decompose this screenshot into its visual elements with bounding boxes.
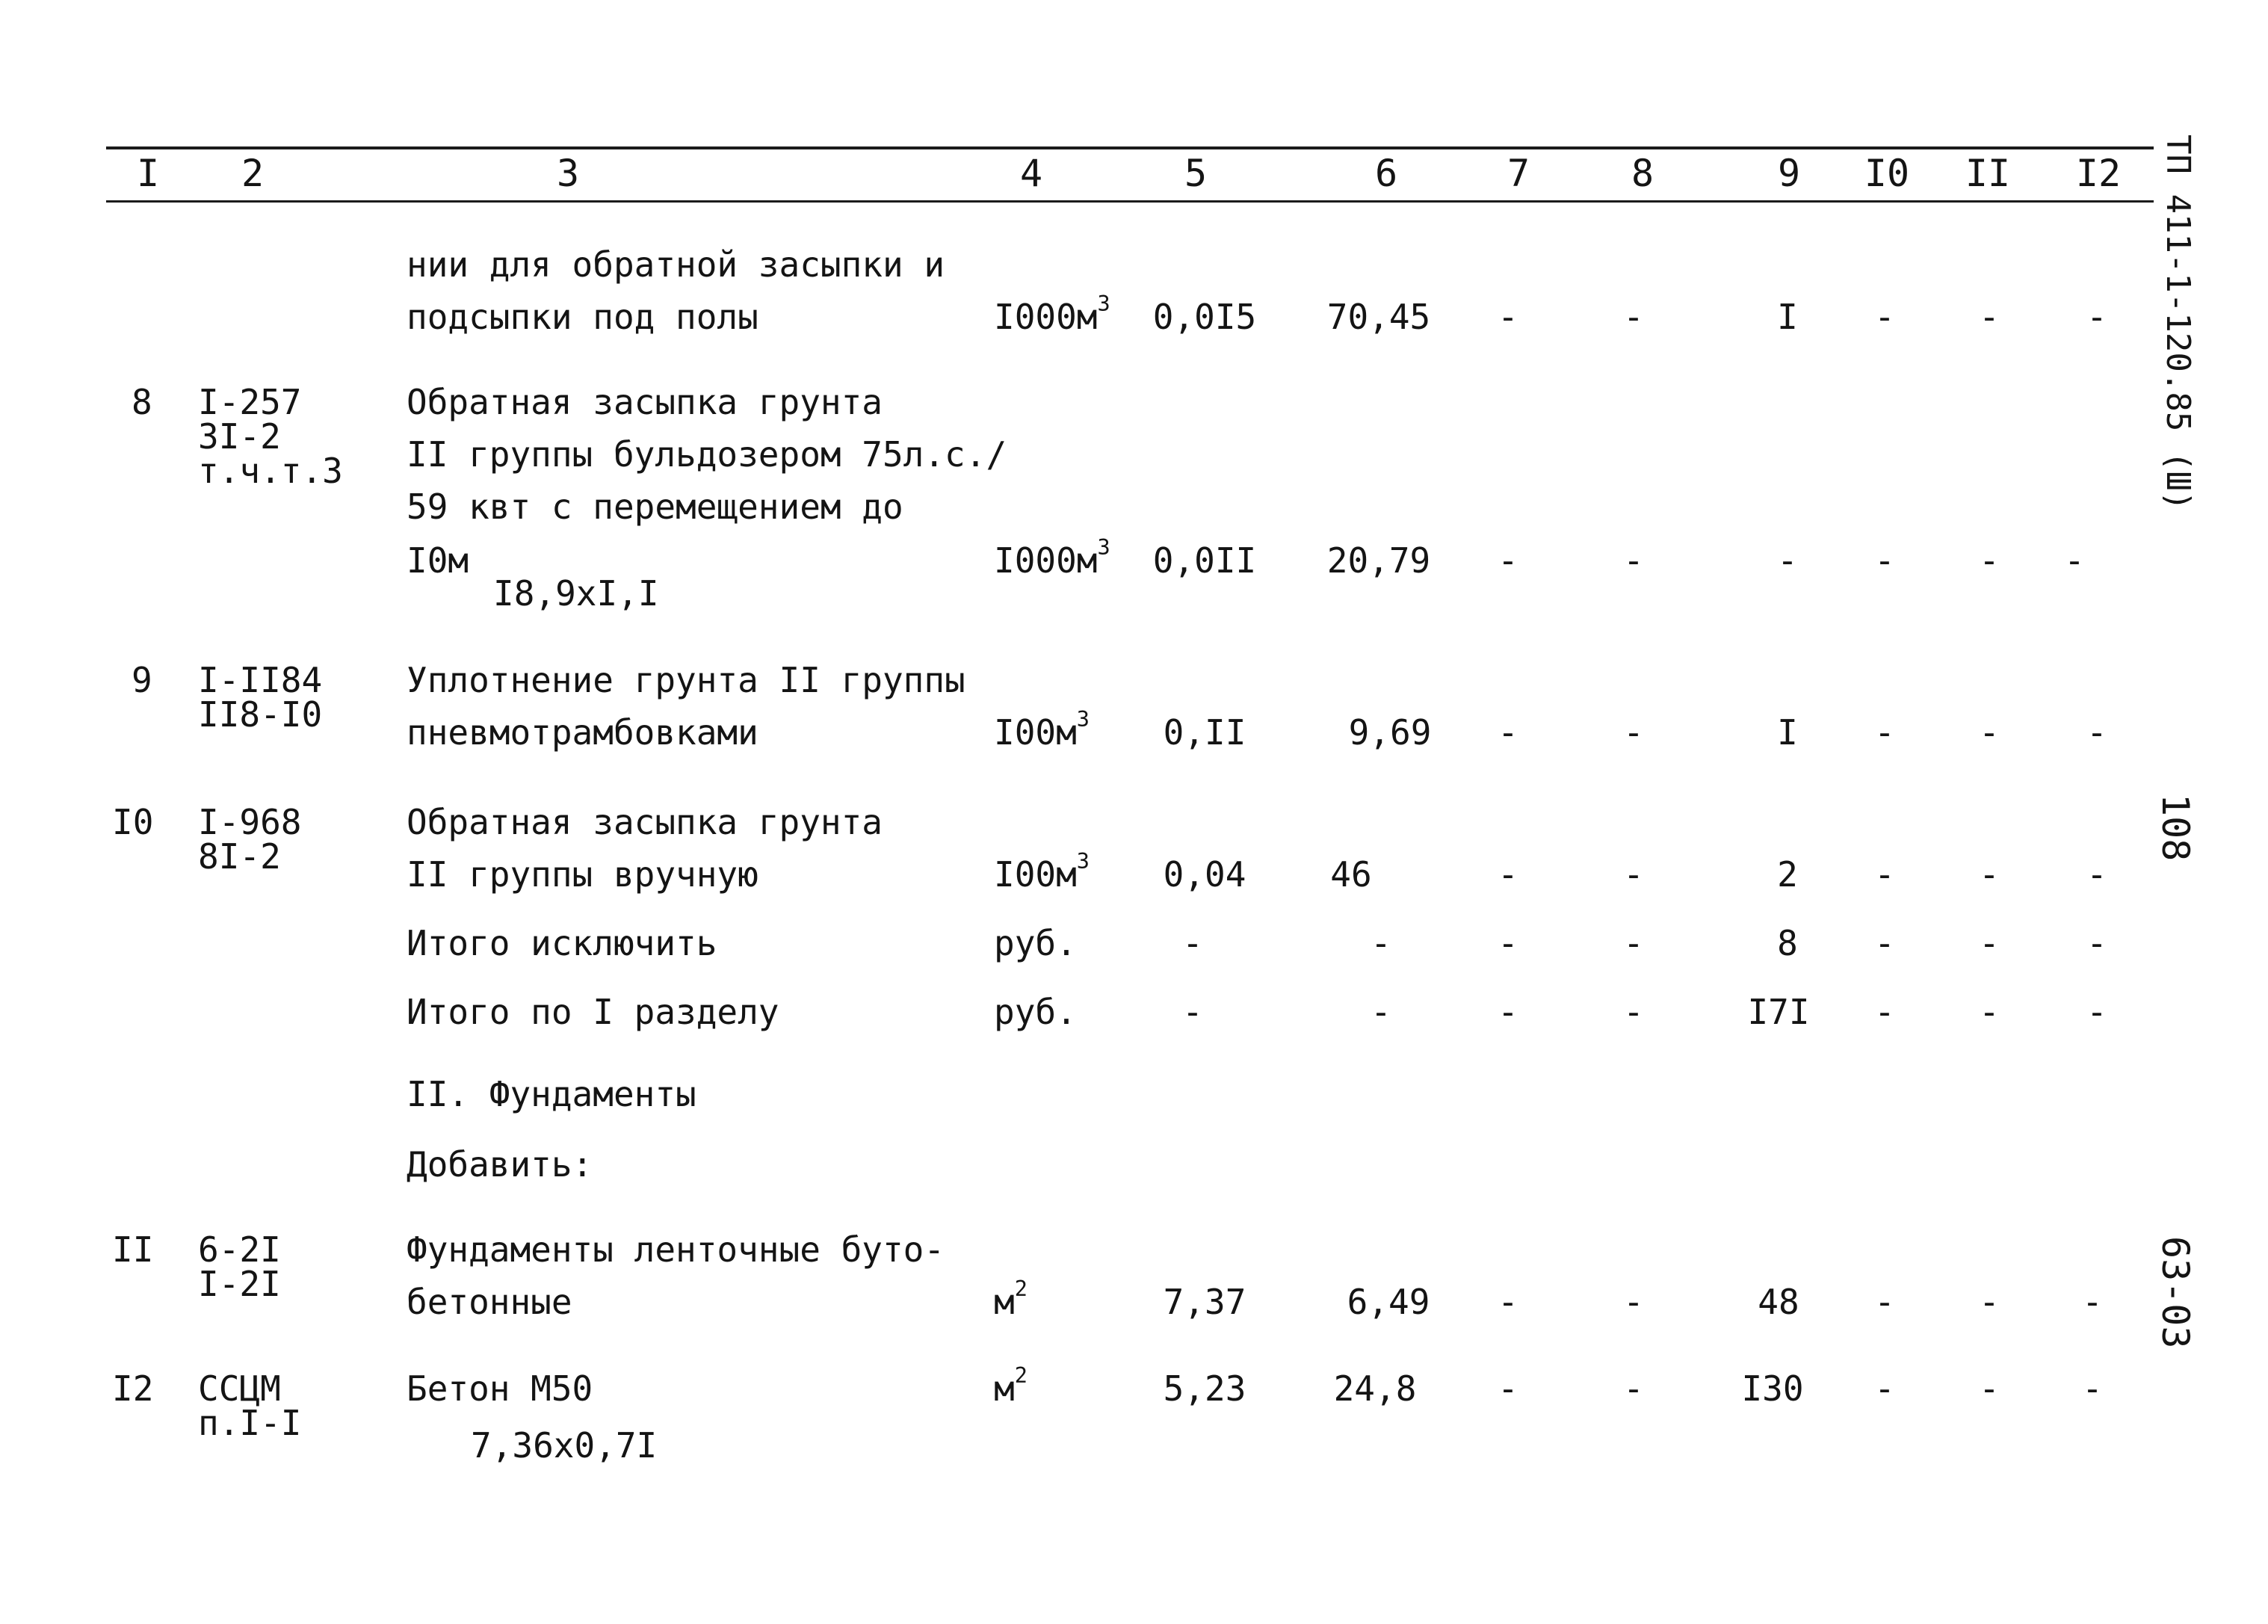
row-col10: - — [1874, 1368, 1895, 1409]
row-unit: $м^2$ — [994, 1362, 1028, 1409]
row-col12: - — [2082, 1282, 2103, 1322]
row-code-line: 6-2I — [198, 1229, 281, 1270]
row-col11: - — [1979, 1282, 2000, 1322]
total-col7: - — [1498, 992, 1518, 1032]
row-quantity: 7,37 — [1163, 1282, 1246, 1322]
row-description-line: I0м — [407, 540, 469, 581]
row-description-line: II группы бульдозером 75л.с./ — [407, 434, 1007, 475]
row-description-line: бетонные — [407, 1282, 572, 1322]
row-description-line: Обратная засыпка грунта — [407, 802, 883, 842]
row-col9: 2 — [1777, 854, 1798, 895]
row-quantity: 0,0I5 — [1152, 297, 1257, 337]
row-code-line: I-II84 — [198, 660, 323, 700]
row-col11: - — [1979, 854, 2000, 895]
row-description-line: Бетон М50 — [407, 1368, 593, 1409]
row-code-line: 3I-2 — [198, 416, 281, 457]
total-col8: - — [1623, 923, 1644, 963]
row-number: 8 — [132, 382, 152, 422]
row-col9: I30 — [1741, 1368, 1804, 1409]
row-quantity: 5,23 — [1163, 1368, 1246, 1409]
row-col12: - — [2086, 712, 2107, 753]
row-code-line: II8-I0 — [198, 694, 323, 735]
total-col12: - — [2086, 923, 2107, 963]
side-page-number: 108 — [2154, 794, 2197, 862]
row-description-line: пневмотрамбовками — [407, 712, 758, 753]
side-doc-code: ТП 411-1-120.85 (Ш) — [2159, 135, 2197, 511]
row-number: I2 — [112, 1368, 154, 1409]
row-description-formula: 7,36х0,7I — [471, 1425, 658, 1466]
row-description-formula: I8,9хI,I — [493, 573, 659, 614]
total-label: Итого по I разделу — [407, 992, 779, 1032]
row-col10: - — [1874, 1282, 1895, 1322]
col-header-3: 3 — [556, 152, 580, 195]
total-col12: - — [2086, 992, 2107, 1032]
row-code-line: ССЦМ — [198, 1368, 281, 1409]
col-header-1: I — [136, 152, 160, 195]
row-col11: - — [1979, 1368, 2000, 1409]
total-unit: руб. — [994, 923, 1077, 963]
row-code-line: I-968 — [198, 802, 302, 842]
col-header-2: 2 — [241, 152, 265, 195]
add-label: Добавить: — [407, 1144, 593, 1185]
total-col11: - — [1979, 923, 2000, 963]
total-quantity: - — [1182, 923, 1203, 963]
col-header-4: 4 — [1019, 152, 1043, 195]
row-number: II — [112, 1229, 154, 1270]
row-unit: $I00м^3$ — [994, 706, 1090, 753]
total-quantity: - — [1182, 992, 1203, 1032]
row-number: I0 — [112, 802, 154, 842]
col-header-9: 9 — [1777, 152, 1801, 195]
row-code-line: т.ч.т.3 — [198, 451, 343, 491]
row-price: 6,49 — [1347, 1282, 1430, 1322]
row-col10: - — [1874, 297, 1895, 337]
row-col7: - — [1498, 1368, 1518, 1409]
col-header-10: I0 — [1864, 152, 1910, 195]
total-col8: - — [1623, 992, 1644, 1032]
row-col11: - — [1979, 297, 2000, 337]
row-col8: - — [1623, 854, 1644, 895]
row-quantity: 0,II — [1163, 712, 1246, 753]
total-price: - — [1371, 923, 1391, 963]
row-code-line: I-2I — [198, 1264, 281, 1304]
row-quantity: 0,0II — [1152, 540, 1257, 581]
row-col7: - — [1498, 540, 1518, 581]
row-col9: - — [1777, 540, 1798, 581]
row-price: 70,45 — [1326, 297, 1431, 337]
row-col7: - — [1498, 712, 1518, 753]
row-col7: - — [1498, 297, 1518, 337]
col-header-11: II — [1965, 152, 2011, 195]
row-col9: 48 — [1758, 1282, 1799, 1322]
col-header-5: 5 — [1184, 152, 1208, 195]
row-col7: - — [1498, 1282, 1518, 1322]
total-col9: I7I — [1747, 992, 1810, 1032]
row-price: 20,79 — [1326, 540, 1431, 581]
row-col8: - — [1623, 712, 1644, 753]
col-header-7: 7 — [1507, 152, 1530, 195]
row-col12: - — [2064, 540, 2085, 581]
total-label: Итого исключить — [407, 923, 717, 963]
row-code-line: 8I-2 — [198, 836, 281, 877]
row-description-line: нии для обратной засыпки и — [407, 244, 945, 285]
row-col8: - — [1623, 1368, 1644, 1409]
total-unit: руб. — [994, 992, 1077, 1032]
row-unit: $I000м^3$ — [994, 534, 1110, 581]
row-description-line: подсыпки под полы — [407, 297, 758, 337]
row-col9: I — [1777, 297, 1798, 337]
row-col10: - — [1874, 540, 1895, 581]
total-col10: - — [1874, 992, 1895, 1032]
row-unit: $м^2$ — [994, 1276, 1028, 1322]
header-bottom-rule — [106, 200, 2154, 203]
row-code-line: п.I-I — [198, 1403, 302, 1443]
row-description-line: Фундаменты ленточные буто- — [407, 1229, 945, 1270]
row-description-line: II группы вручную — [407, 854, 758, 895]
total-col10: - — [1874, 923, 1895, 963]
row-col9: I — [1777, 712, 1798, 753]
row-quantity: 0,04 — [1163, 854, 1246, 895]
total-col11: - — [1979, 992, 2000, 1032]
row-col12: - — [2086, 297, 2107, 337]
row-description-line: Уплотнение грунта II группы — [407, 660, 965, 700]
row-unit: $I000м^3$ — [994, 291, 1110, 337]
total-col9: 8 — [1777, 923, 1798, 963]
row-col8: - — [1623, 540, 1644, 581]
row-price: 9,69 — [1348, 712, 1432, 753]
row-code-line: I-257 — [198, 382, 302, 422]
row-description-line: Обратная засыпка грунта — [407, 382, 883, 422]
row-col11: - — [1979, 540, 2000, 581]
total-col7: - — [1498, 923, 1518, 963]
row-col8: - — [1623, 297, 1644, 337]
row-col7: - — [1498, 854, 1518, 895]
row-price: 24,8 — [1333, 1368, 1417, 1409]
side-album-code: 63-03 — [2154, 1236, 2197, 1349]
col-header-12: I2 — [2075, 152, 2122, 195]
row-col12: - — [2082, 1368, 2103, 1409]
row-unit: $I00м^3$ — [994, 848, 1090, 895]
col-header-6: 6 — [1374, 152, 1398, 195]
row-col10: - — [1874, 854, 1895, 895]
row-col8: - — [1623, 1282, 1644, 1322]
row-col12: - — [2086, 854, 2107, 895]
row-description-line: 59 квт с перемещением до — [407, 487, 903, 527]
col-header-8: 8 — [1631, 152, 1654, 195]
row-number: 9 — [132, 660, 152, 700]
row-col11: - — [1979, 712, 2000, 753]
row-price: 46 — [1330, 854, 1372, 895]
total-price: - — [1371, 992, 1391, 1032]
section-title: II. Фундаменты — [407, 1074, 696, 1114]
row-col10: - — [1874, 712, 1895, 753]
